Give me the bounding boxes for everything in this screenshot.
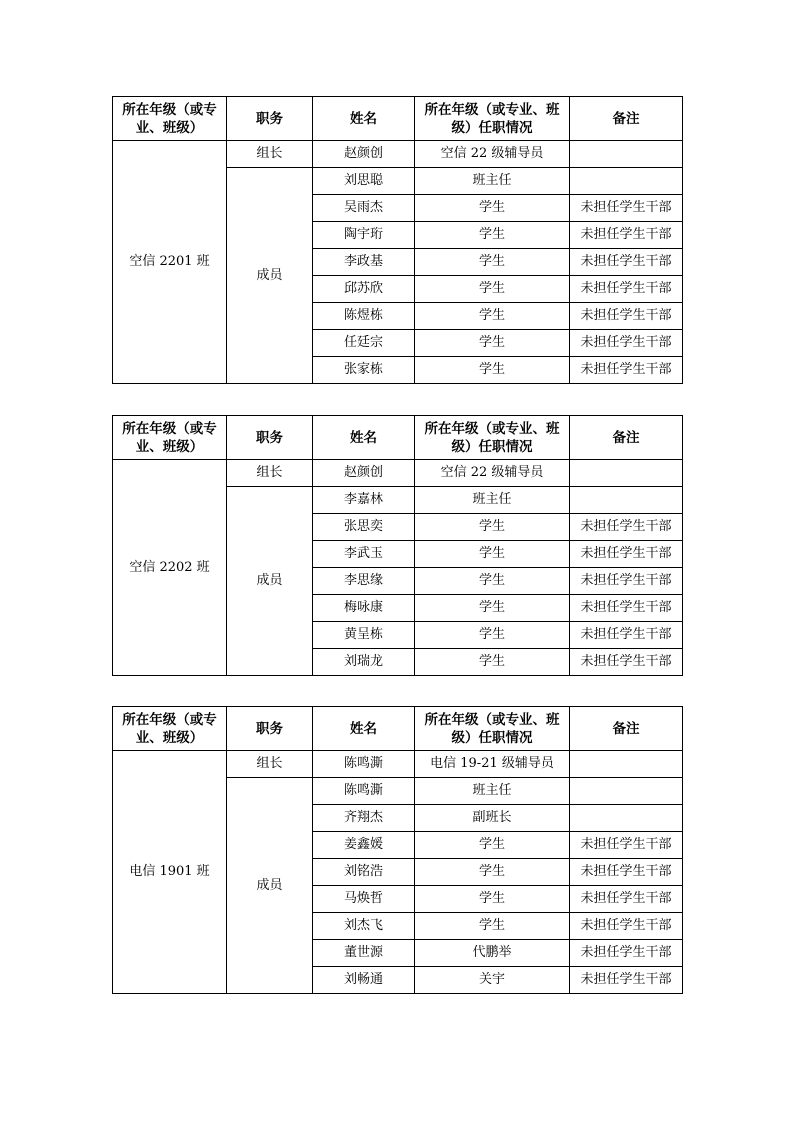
remark-cell: 未担任学生干部 xyxy=(570,967,683,994)
class-name-cell: 电信 1901 班 xyxy=(113,751,227,994)
position-cell: 学生 xyxy=(415,595,570,622)
name-cell: 陈鸣澌 xyxy=(313,778,415,805)
header-name: 姓名 xyxy=(313,707,415,751)
remark-cell: 未担任学生干部 xyxy=(570,568,683,595)
header-name: 姓名 xyxy=(313,97,415,141)
remark-cell: 未担任学生干部 xyxy=(570,886,683,913)
remark-cell xyxy=(570,751,683,778)
header-row xyxy=(113,707,683,751)
name-cell: 吴雨杰 xyxy=(313,195,415,222)
table-row xyxy=(113,460,683,487)
remark-cell: 未担任学生干部 xyxy=(570,514,683,541)
position-cell: 学生 xyxy=(415,886,570,913)
header-remark: 备注 xyxy=(570,97,683,141)
name-cell: 赵颜创 xyxy=(313,141,415,168)
name-cell: 马焕哲 xyxy=(313,886,415,913)
header-position: 所在年级（或专业、班级）任职情况 xyxy=(415,707,570,751)
table-row xyxy=(113,751,683,778)
name-cell: 任廷宗 xyxy=(313,330,415,357)
position-cell: 学生 xyxy=(415,195,570,222)
header-class: 所在年级（或专业、班级） xyxy=(113,97,227,141)
position-cell: 学生 xyxy=(415,276,570,303)
name-cell: 刘畅通 xyxy=(313,967,415,994)
role-cell-leader: 组长 xyxy=(227,751,313,778)
name-cell: 李思缘 xyxy=(313,568,415,595)
position-cell: 学生 xyxy=(415,859,570,886)
roster-table xyxy=(112,706,683,994)
position-cell: 关宇 xyxy=(415,967,570,994)
position-cell: 空信 22 级辅导员 xyxy=(415,460,570,487)
remark-cell xyxy=(570,141,683,168)
remark-cell: 未担任学生干部 xyxy=(570,541,683,568)
position-cell: 学生 xyxy=(415,303,570,330)
position-cell: 代鹏举 xyxy=(415,940,570,967)
name-cell: 董世源 xyxy=(313,940,415,967)
position-cell: 电信 19-21 级辅导员 xyxy=(415,751,570,778)
header-name: 姓名 xyxy=(313,416,415,460)
name-cell: 陈煜栋 xyxy=(313,303,415,330)
remark-cell: 未担任学生干部 xyxy=(570,940,683,967)
remark-cell xyxy=(570,487,683,514)
position-cell: 学生 xyxy=(415,913,570,940)
position-cell: 班主任 xyxy=(415,778,570,805)
name-cell: 刘铭浩 xyxy=(313,859,415,886)
name-cell: 李政基 xyxy=(313,249,415,276)
remark-cell: 未担任学生干部 xyxy=(570,303,683,330)
role-cell-member: 成员 xyxy=(227,778,313,994)
position-cell: 学生 xyxy=(415,330,570,357)
roster-table xyxy=(112,415,683,676)
role-cell-leader: 组长 xyxy=(227,460,313,487)
position-cell: 班主任 xyxy=(415,168,570,195)
header-remark: 备注 xyxy=(570,707,683,751)
name-cell: 陶宇珩 xyxy=(313,222,415,249)
name-cell: 梅咏康 xyxy=(313,595,415,622)
header-role: 职务 xyxy=(227,707,313,751)
class-name-cell: 空信 2202 班 xyxy=(113,460,227,676)
name-cell: 刘瑞龙 xyxy=(313,649,415,676)
role-cell-leader: 组长 xyxy=(227,141,313,168)
name-cell: 齐翔杰 xyxy=(313,805,415,832)
remark-cell xyxy=(570,805,683,832)
name-cell: 邱苏欣 xyxy=(313,276,415,303)
remark-cell: 未担任学生干部 xyxy=(570,357,683,384)
header-position: 所在年级（或专业、班级）任职情况 xyxy=(415,97,570,141)
class-name-cell: 空信 2201 班 xyxy=(113,141,227,384)
name-cell: 陈鸣澌 xyxy=(313,751,415,778)
position-cell: 学生 xyxy=(415,832,570,859)
remark-cell: 未担任学生干部 xyxy=(570,330,683,357)
remark-cell: 未担任学生干部 xyxy=(570,249,683,276)
table-row xyxy=(113,141,683,168)
name-cell: 黄呈栋 xyxy=(313,622,415,649)
header-role: 职务 xyxy=(227,416,313,460)
position-cell: 副班长 xyxy=(415,805,570,832)
position-cell: 学生 xyxy=(415,222,570,249)
roster-table xyxy=(112,96,683,384)
name-cell: 刘思聪 xyxy=(313,168,415,195)
position-cell: 空信 22 级辅导员 xyxy=(415,141,570,168)
position-cell: 学生 xyxy=(415,622,570,649)
remark-cell: 未担任学生干部 xyxy=(570,222,683,249)
header-remark: 备注 xyxy=(570,416,683,460)
remark-cell: 未担任学生干部 xyxy=(570,595,683,622)
header-role: 职务 xyxy=(227,97,313,141)
remark-cell: 未担任学生干部 xyxy=(570,622,683,649)
name-cell: 李嘉林 xyxy=(313,487,415,514)
role-cell-member: 成员 xyxy=(227,487,313,676)
header-position: 所在年级（或专业、班级）任职情况 xyxy=(415,416,570,460)
header-row xyxy=(113,416,683,460)
position-cell: 学生 xyxy=(415,568,570,595)
name-cell: 姜鑫媛 xyxy=(313,832,415,859)
remark-cell xyxy=(570,168,683,195)
remark-cell: 未担任学生干部 xyxy=(570,649,683,676)
header-class: 所在年级（或专业、班级） xyxy=(113,707,227,751)
name-cell: 李武玉 xyxy=(313,541,415,568)
position-cell: 学生 xyxy=(415,514,570,541)
remark-cell: 未担任学生干部 xyxy=(570,276,683,303)
position-cell: 班主任 xyxy=(415,487,570,514)
remark-cell: 未担任学生干部 xyxy=(570,913,683,940)
name-cell: 刘杰飞 xyxy=(313,913,415,940)
name-cell: 张思奕 xyxy=(313,514,415,541)
header-class: 所在年级（或专业、班级） xyxy=(113,416,227,460)
remark-cell: 未担任学生干部 xyxy=(570,832,683,859)
remark-cell: 未担任学生干部 xyxy=(570,195,683,222)
name-cell: 赵颜创 xyxy=(313,460,415,487)
position-cell: 学生 xyxy=(415,357,570,384)
remark-cell xyxy=(570,778,683,805)
remark-cell xyxy=(570,460,683,487)
position-cell: 学生 xyxy=(415,541,570,568)
name-cell: 张家栋 xyxy=(313,357,415,384)
role-cell-member: 成员 xyxy=(227,168,313,384)
position-cell: 学生 xyxy=(415,249,570,276)
header-row xyxy=(113,97,683,141)
remark-cell: 未担任学生干部 xyxy=(570,859,683,886)
position-cell: 学生 xyxy=(415,649,570,676)
